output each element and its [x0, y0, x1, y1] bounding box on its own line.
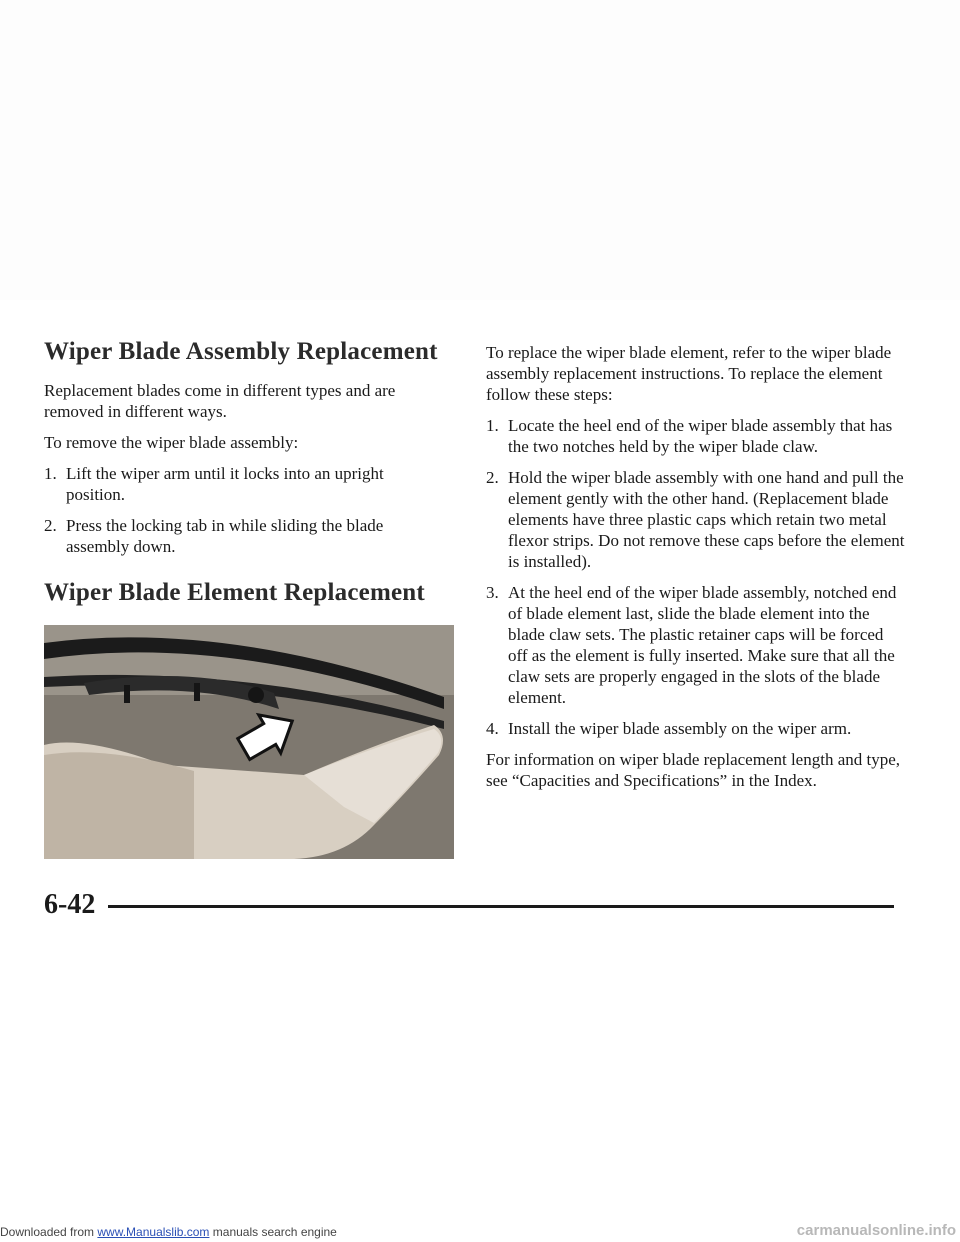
- site-watermark: carmanualsonline.info: [796, 1222, 956, 1239]
- download-suffix: manuals search engine: [209, 1225, 337, 1239]
- list-item: 2. Press the locking tab in while sliding the blade assembly down.: [44, 516, 384, 556]
- download-prefix: Downloaded from: [0, 1225, 98, 1239]
- specifications-note: For information on wiper blade replacement length and type, see “Capacities and Specifications” in the Index.: [486, 750, 901, 790]
- element-steps: [486, 415, 906, 739]
- left-column: [44, 338, 440, 859]
- list-item: 4. Install the wiper blade assembly on the wiper arm.: [486, 719, 852, 738]
- download-notice: [0, 1225, 337, 1239]
- list-item: 1. Locate the heel end of the wiper blade assembly that has the two notches held by the wiper blade claw.: [486, 416, 893, 456]
- list-item: 2. Hold the wiper blade assembly with one hand and pull the element gently with the other hand. (Replacement blade elements have three plastic caps which retain two metal flexor strips. Do not remove these caps before the element is installed).: [486, 468, 905, 571]
- heading-assembly-replacement: Wiper Blade Assembly Replacement: [44, 338, 438, 365]
- wiper-photo-illustration: [44, 625, 454, 859]
- heading-element-replacement: Wiper Blade Element Replacement: [44, 579, 425, 606]
- right-column: [486, 342, 906, 801]
- list-item: 3. At the heel end of the wiper blade assembly, notched end of blade element last, slide the blade element into the blade claw sets. The plastic retainer caps will be forced off as the element is fully inserted. Make sure that all the claw sets are properly engaged in the slots of the blade element.: [486, 583, 897, 707]
- remove-steps: [44, 463, 440, 557]
- page-number: 6-42: [44, 889, 96, 920]
- wiper-blade-photo: [44, 625, 454, 859]
- list-item: 1. Lift the wiper arm until it locks into an upright position.: [44, 464, 384, 504]
- intro-paragraph: Replacement blades come in different types and are removed in different ways.: [44, 381, 396, 421]
- manualslib-link[interactable]: www.Manualslib.com: [97, 1225, 210, 1239]
- remove-intro: To remove the wiper blade assembly:: [44, 433, 299, 452]
- element-intro: To replace the wiper blade element, refer to the wiper blade assembly replacement instructions. To replace the element follow these steps:: [486, 343, 892, 404]
- footer-rule: [108, 905, 894, 908]
